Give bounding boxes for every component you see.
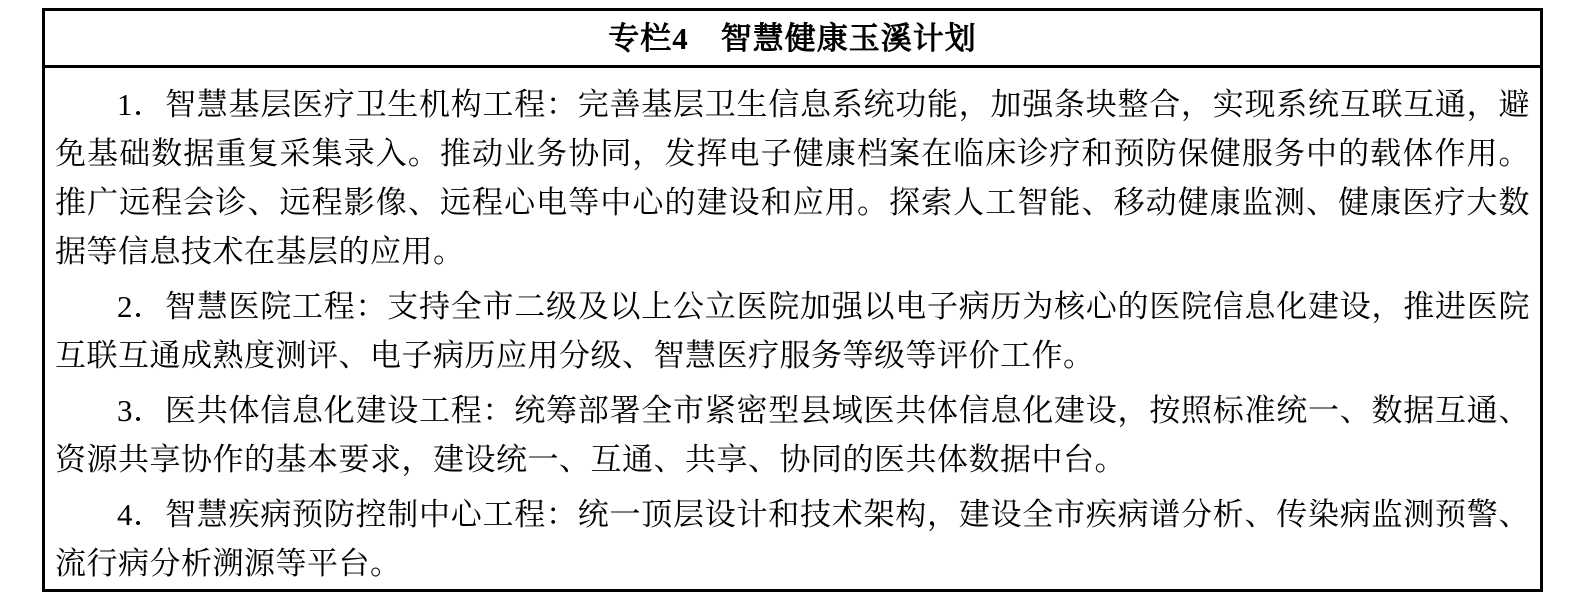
paragraph-3: 3．医共体信息化建设工程：统筹部署全市紧密型县域医共体信息化建设，按照标准统一、数据互通、资源共享协作的基本要求，建设统一、互通、共享、协同的医共体数据中台。 (55, 393, 1530, 477)
column-panel (42, 8, 1543, 592)
paragraph-2: 2．智慧医院工程：支持全市二级及以上公立医院加强以电子病历为核心的医院信息化建设，推进医院互联互通成熟度测评、电子病历应用分级、智慧医疗服务等级等评价工作。 (55, 289, 1530, 373)
panel-body (45, 68, 1540, 589)
paragraph-4: 4．智慧疾病预防控制中心工程：统一顶层设计和技术架构，建设全市疾病谱分析、传染病监测预警、流行病分析溯源等平台。 (55, 497, 1530, 581)
panel-title: 专栏4 智慧健康玉溪计划 (608, 20, 977, 56)
panel-title-row (45, 11, 1540, 68)
paragraph-1: 1．智慧基层医疗卫生机构工程：完善基层卫生信息系统功能，加强条块整合，实现系统互联互通，避免基础数据重复采集录入。推动业务协同，发挥电子健康档案在临床诊疗和预防保健服务中的载体作用。推广远程会诊、远程影像、远程心电等中心的建设和应用。探索人工智能、移动健康监测、健康医疗大数据等信息技术在基层的应用。 (55, 87, 1530, 269)
